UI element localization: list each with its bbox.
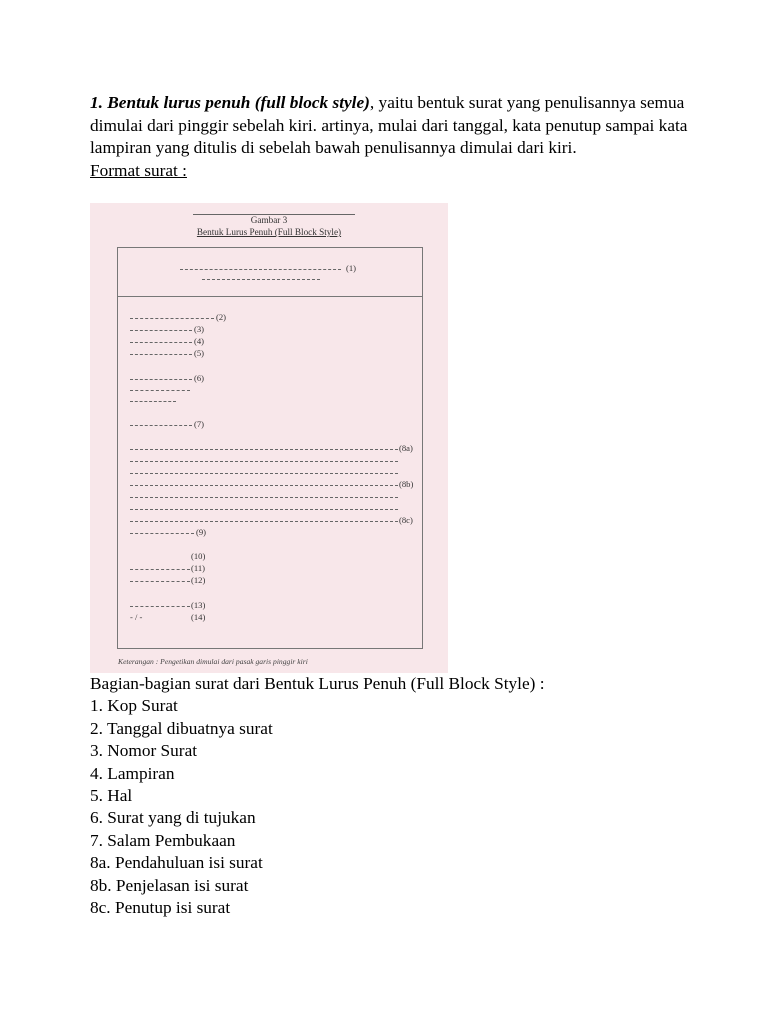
label-5: (5): [194, 348, 205, 358]
list-item: 8a. Pendahuluan isi surat: [90, 853, 263, 873]
figure-caption-number: Gambar 3: [250, 215, 288, 225]
letterhead-box: [118, 248, 422, 297]
figure-note: Keterangan : Pengetikan dimulai dari pasak garis pinggir kiri: [118, 657, 308, 666]
dotted-line: [130, 449, 398, 450]
letter-frame: [117, 247, 423, 649]
slash-mark: - / -: [130, 612, 143, 622]
dotted-line: [130, 497, 398, 498]
list-item: 7. Salam Pembukaan: [90, 830, 236, 850]
dotted-line: [130, 461, 398, 462]
list-item: 4. Lampiran: [90, 763, 175, 783]
label-8c: (8c): [399, 515, 413, 525]
intro-paragraph: [90, 92, 690, 160]
dotted-line: [130, 401, 176, 402]
dotted-line: [130, 485, 398, 486]
dotted-line: [130, 569, 190, 570]
dotted-line: [130, 330, 192, 331]
list-item: 1. Kop Surat: [90, 696, 178, 716]
dotted-line: [130, 509, 398, 510]
label-11: (11): [191, 563, 205, 573]
letter-format-figure: [90, 203, 448, 673]
dotted-line: [130, 521, 398, 522]
parts-section: [90, 673, 690, 919]
intro-section: [90, 92, 690, 182]
list-item: 8c. Penutup isi surat: [90, 898, 231, 918]
label-1: (1): [346, 263, 357, 273]
format-label: Format surat :: [90, 160, 187, 180]
label-10: (10): [191, 551, 206, 561]
intro-heading: 1. Bentuk lurus penuh (full block style): [90, 93, 370, 112]
dotted-line: [130, 342, 192, 343]
letterhead-line: [202, 279, 320, 280]
dotted-line: [130, 354, 192, 355]
parts-title: Bagian-bagian surat dari Bentuk Lurus Penuh (Full Block Style) :: [90, 674, 545, 693]
dotted-line: [130, 581, 190, 582]
label-7: (7): [194, 419, 205, 429]
label-8b: (8b): [399, 479, 414, 489]
dotted-line: [130, 318, 214, 319]
dotted-line: [130, 425, 192, 426]
intro-text: , yaitu bentuk surat yang penulisannya semua dimulai dari pinggir sebelah kiri. artinya, mulai dari tanggal, kata penutup sampai kata lampiran yang ditulis di sebelah bawah penulisannya dimulai dari kiri.: [90, 93, 688, 157]
figure-caption-title: Bentuk Lurus Penuh (Full Block Style): [196, 227, 342, 237]
label-13: (13): [191, 600, 206, 610]
dotted-line: [130, 379, 192, 380]
label-4: (4): [194, 336, 205, 346]
dotted-line: [130, 390, 190, 391]
list-item: 3. Nomor Surat: [90, 741, 198, 761]
dotted-line: [130, 533, 194, 534]
label-8a: (8a): [399, 443, 413, 453]
dotted-line: [130, 473, 398, 474]
label-2: (2): [216, 312, 227, 322]
list-item: 2. Tanggal dibuatnya surat: [90, 718, 273, 738]
label-12: (12): [191, 575, 206, 585]
label-14: (14): [191, 612, 206, 622]
list-item: 8b. Penjelasan isi surat: [90, 875, 249, 895]
label-3: (3): [194, 324, 205, 334]
label-6: (6): [194, 373, 205, 383]
list-item: 6. Surat yang di tujukan: [90, 808, 256, 828]
label-9: (9): [196, 527, 207, 537]
letterhead-line: [180, 269, 341, 270]
list-item: 5. Hal: [90, 786, 133, 806]
dotted-line: [130, 606, 190, 607]
